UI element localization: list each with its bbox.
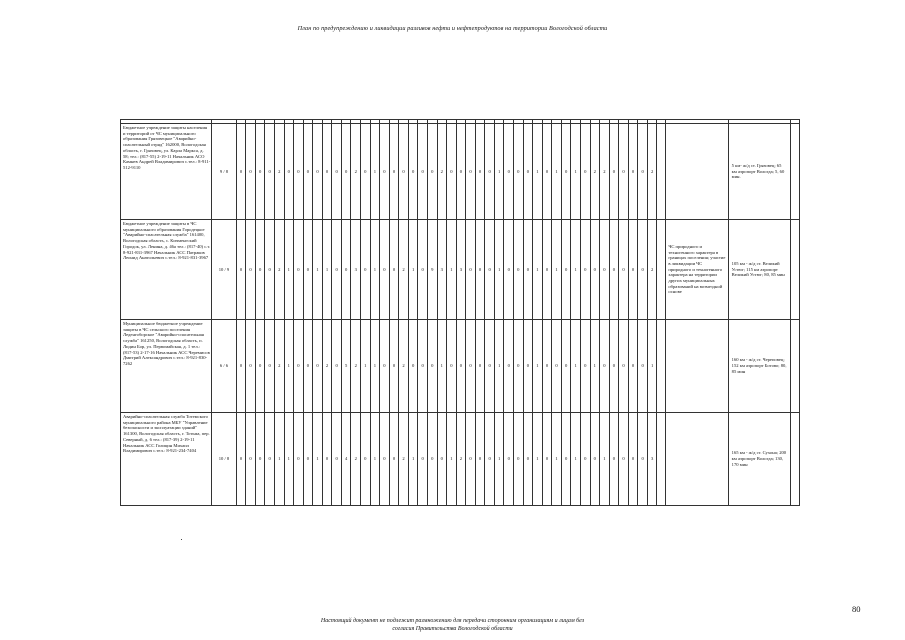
equipment-count-cell: 0 xyxy=(561,124,571,220)
equipment-count-cell: 0 xyxy=(456,124,466,220)
equipment-count-cell: 0 xyxy=(628,124,638,220)
staff-ratio-cell: 9 / 8 xyxy=(212,124,236,220)
equipment-count-cell: 2 xyxy=(456,413,466,506)
footer-line-1: Настоящий документ не подлежит размножению для передачи сторонним организациям и лицам без xyxy=(320,618,585,624)
equipment-count-cell: 0 xyxy=(332,320,342,413)
equipment-count-cell: 0 xyxy=(380,220,390,320)
equipment-count-cell: 0 xyxy=(638,124,648,220)
equipment-count-cell: 3 xyxy=(351,220,361,320)
equipment-count-cell: 2 xyxy=(399,320,409,413)
page-title: План по предупреждению и ликвидации разливов нефти и нефтепродуктов на территории Вологодской области xyxy=(297,25,608,32)
equipment-count-cell: 0 xyxy=(523,413,533,506)
equipment-count-cell: 0 xyxy=(619,320,629,413)
page-number: 80 xyxy=(852,604,861,614)
distance-cell: 165 км - ж/д ст. Сухона; 200 км аэропорт Вологда; 130, 170 мин xyxy=(728,413,790,506)
equipment-count-cell: 0 xyxy=(361,124,371,220)
equipment-count-cell: 1 xyxy=(494,124,504,220)
equipment-count-cell: 2 xyxy=(647,220,657,320)
equipment-count-cell: 0 xyxy=(294,320,304,413)
equipment-count-cell: 0 xyxy=(600,220,610,320)
equipment-count-cell: 0 xyxy=(561,413,571,506)
equipment-count-cell: 0 xyxy=(265,220,275,320)
equipment-count-cell: 0 xyxy=(628,320,638,413)
equipment-count-cell: 1 xyxy=(447,220,457,320)
footer-line-2: согласия Правительства Вологодской области xyxy=(392,626,513,632)
equipment-count-cell: 0 xyxy=(437,413,447,506)
equipment-count-cell: 0 xyxy=(265,320,275,413)
tasks-cell: ЧС природного и техногенного характера в границах поселения; участие в ликвидации ЧС природного и техногенного характера на территории других муниципальных образований на возмездной основе xyxy=(666,220,728,320)
tail-cell xyxy=(790,413,799,506)
equipment-count-cell: 1 xyxy=(408,220,418,320)
equipment-count-cell: 2 xyxy=(647,124,657,220)
equipment-count-cell: 0 xyxy=(447,124,457,220)
equipment-count-cell: 0 xyxy=(485,413,495,506)
equipment-count-cell: 0 xyxy=(580,124,590,220)
equipment-count-cell: 0 xyxy=(447,320,457,413)
equipment-count-cell: 0 xyxy=(380,320,390,413)
equipment-count-cell: 0 xyxy=(389,220,399,320)
equipment-count-cell: 1 xyxy=(494,413,504,506)
equipment-count-cell: 0 xyxy=(380,413,390,506)
equipment-count-cell: 0 xyxy=(561,220,571,320)
equipment-count-cell: 1 xyxy=(284,220,294,320)
equipment-count-cell: 0 xyxy=(236,124,246,220)
stray-dot xyxy=(181,539,182,540)
equipment-count-cell: 0 xyxy=(389,320,399,413)
equipment-count-cell: 0 xyxy=(418,220,428,320)
equipment-count-cell: 0 xyxy=(294,220,304,320)
distance-cell: 105 км - ж/д ст. Великий Устюг; 115 км аэропорт Великий Устюг; 80, 85 мин xyxy=(728,220,790,320)
equipment-count-cell: 0 xyxy=(303,320,313,413)
equipment-count-cell: 0 xyxy=(475,124,485,220)
equipment-count-cell: 1 xyxy=(494,320,504,413)
equipment-count-cell: 1 xyxy=(447,413,457,506)
equipment-count-cell: 1 xyxy=(313,220,323,320)
equipment-count-cell: 0 xyxy=(303,124,313,220)
equipment-count-cell: 0 xyxy=(255,320,265,413)
equipment-count-cell: 0 xyxy=(236,413,246,506)
equipment-count-cell: 0 xyxy=(523,220,533,320)
tasks-cell xyxy=(666,124,728,220)
spacer-cell xyxy=(657,220,666,320)
org-cell: Бюджетное учреждение защиты населения и территорий от ЧС муниципального образования Грязовецкое "Аварийно-спасательный отряд" 162000, Вологодская область, г. Грязовец, ул. Карла Маркса, д. 58; тел.: (817-55) 2-19-11 Начальник АСО Камнев Андрей Владимирович с.тел.: 8-911-512-9110 xyxy=(121,124,212,220)
equipment-count-cell: 1 xyxy=(322,220,332,320)
equipment-count-cell: 3 xyxy=(456,220,466,320)
equipment-count-cell: 0 xyxy=(313,320,323,413)
equipment-count-cell: 0 xyxy=(265,413,275,506)
equipment-count-cell: 2 xyxy=(274,124,284,220)
equipment-count-cell: 0 xyxy=(322,413,332,506)
equipment-count-cell: 0 xyxy=(456,320,466,413)
equipment-count-cell: 1 xyxy=(408,413,418,506)
equipment-count-cell: 0 xyxy=(590,413,600,506)
equipment-count-cell: 1 xyxy=(437,320,447,413)
spacer-cell xyxy=(657,124,666,220)
tasks-cell xyxy=(666,320,728,413)
equipment-count-cell: 1 xyxy=(313,413,323,506)
spacer-cell xyxy=(657,413,666,506)
equipment-count-cell: 0 xyxy=(514,320,524,413)
equipment-count-cell: 0 xyxy=(236,320,246,413)
equipment-count-cell: 2 xyxy=(600,124,610,220)
equipment-count-cell: 1 xyxy=(571,413,581,506)
equipment-count-cell: 0 xyxy=(380,124,390,220)
equipment-count-cell: 1 xyxy=(533,320,543,413)
equipment-count-cell: 1 xyxy=(284,320,294,413)
equipment-count-cell: 0 xyxy=(609,413,619,506)
equipment-count-cell: 0 xyxy=(475,413,485,506)
equipment-count-cell: 1 xyxy=(361,320,371,413)
equipment-count-cell: 0 xyxy=(294,124,304,220)
equipment-count-cell: 0 xyxy=(427,320,437,413)
equipment-count-cell: 0 xyxy=(255,413,265,506)
equipment-count-cell: 0 xyxy=(475,220,485,320)
equipment-count-cell: 0 xyxy=(514,220,524,320)
equipment-count-cell: 0 xyxy=(408,320,418,413)
equipment-count-cell: 0 xyxy=(466,413,476,506)
equipment-count-cell: 0 xyxy=(619,220,629,320)
equipment-count-cell: 2 xyxy=(351,320,361,413)
equipment-count-cell: 0 xyxy=(638,413,648,506)
table-row xyxy=(121,124,800,220)
staff-ratio-cell: 10 / 9 xyxy=(212,220,236,320)
distance-cell: 160 км - ж/д ст. Череповец; 152 км аэропорт Ботово; 80, 85 мин xyxy=(728,320,790,413)
equipment-count-cell: 1 xyxy=(552,220,562,320)
spacer-cell xyxy=(657,320,666,413)
equipment-count-cell: 0 xyxy=(638,220,648,320)
equipment-count-cell: 2 xyxy=(351,413,361,506)
equipment-count-cell: 3 xyxy=(647,413,657,506)
equipment-count-cell: 0 xyxy=(341,124,351,220)
equipment-count-cell: 0 xyxy=(504,413,514,506)
equipment-count-cell: 0 xyxy=(418,413,428,506)
equipment-count-cell: 5 xyxy=(341,320,351,413)
equipment-count-cell: 0 xyxy=(590,220,600,320)
org-cell: Бюджетное учреждение защиты в ЧС муниципального образования Городецкое "Аварийно-спасательная служба" 161400, Вологодская область, с. Кичменгский Городок, ул. Ленина, д. 46а тел.: (817-40) с.т. 8-921-831-3967 Начальник АСС Патраков Леонид Анатольевич с.тел.: 8-921-831-3967 xyxy=(121,220,212,320)
table-row xyxy=(121,413,800,506)
equipment-count-cell: 0 xyxy=(246,413,256,506)
tasks-cell xyxy=(666,413,728,506)
equipment-count-cell: 0 xyxy=(361,413,371,506)
equipment-count-cell: 0 xyxy=(561,320,571,413)
equipment-count-cell: 2 xyxy=(351,124,361,220)
staff-ratio-cell: 6 / 6 xyxy=(212,320,236,413)
equipment-count-cell: 0 xyxy=(418,124,428,220)
staff-ratio-cell: 10 / 8 xyxy=(212,413,236,506)
equipment-count-cell: 1 xyxy=(647,320,657,413)
equipment-count-cell: 1 xyxy=(533,124,543,220)
equipment-count-cell: 0 xyxy=(523,124,533,220)
equipment-count-cell: 1 xyxy=(552,413,562,506)
equipment-count-cell: 0 xyxy=(523,320,533,413)
equipment-count-cell: 1 xyxy=(284,413,294,506)
equipment-count-cell: 0 xyxy=(514,124,524,220)
equipment-count-cell: 0 xyxy=(466,320,476,413)
equipment-count-cell: 0 xyxy=(236,220,246,320)
equipment-count-cell: 0 xyxy=(504,320,514,413)
equipment-count-cell: 0 xyxy=(284,124,294,220)
equipment-count-cell: 2 xyxy=(399,413,409,506)
equipment-count-cell: 0 xyxy=(399,124,409,220)
equipment-count-cell: 0 xyxy=(552,320,562,413)
equipment-count-cell: 0 xyxy=(246,220,256,320)
equipment-count-cell: 0 xyxy=(619,124,629,220)
equipment-count-cell: 0 xyxy=(303,413,313,506)
equipment-count-cell: 0 xyxy=(341,220,351,320)
equipment-count-cell: 0 xyxy=(265,124,275,220)
distance-cell: 5 км- ж/д ст. Грязовец; 65 км аэропорт Вологда; 5, 60 мин. xyxy=(728,124,790,220)
equipment-count-cell: 0 xyxy=(475,320,485,413)
equipment-count-cell: 0 xyxy=(638,320,648,413)
equipment-count-cell: 0 xyxy=(580,413,590,506)
footer-notice xyxy=(0,617,905,633)
equipment-count-cell: 0 xyxy=(332,413,342,506)
equipment-count-cell: 0 xyxy=(408,124,418,220)
equipment-count-cell: 0 xyxy=(313,124,323,220)
equipment-count-cell: 0 xyxy=(628,413,638,506)
equipment-count-cell: 1 xyxy=(533,413,543,506)
equipment-count-cell: 9 xyxy=(427,220,437,320)
equipment-count-cell: 1 xyxy=(370,413,380,506)
equipment-count-cell: 0 xyxy=(322,124,332,220)
equipment-count-cell: 1 xyxy=(600,413,610,506)
equipment-count-cell: 2 xyxy=(437,124,447,220)
equipment-count-cell: 0 xyxy=(246,320,256,413)
equipment-count-cell: 1 xyxy=(571,220,581,320)
equipment-count-cell: 4 xyxy=(341,413,351,506)
equipment-count-cell: 1 xyxy=(370,124,380,220)
equipment-count-cell: 0 xyxy=(580,220,590,320)
equipment-count-cell: 1 xyxy=(590,320,600,413)
equipment-count-cell: 1 xyxy=(274,413,284,506)
equipment-count-cell: 0 xyxy=(619,413,629,506)
equipment-count-cell: 0 xyxy=(466,124,476,220)
equipment-count-cell: 1 xyxy=(533,220,543,320)
org-cell: Муниципальное бюджетное учреждение защиты в ЧС сельского поселения Леденгоборское "Аварийно-спасательная служба" 161250, Вологодская область, п. Лидин Бор, ул. Первомайская, д. 1 тел.: (817-53) 2-17-16 Начальник АСС Черемисов Дмитрий Александрович с.тел.: 8-921-830-7262 xyxy=(121,320,212,413)
equipment-count-cell: 0 xyxy=(600,320,610,413)
equipment-count-cell: 0 xyxy=(303,220,313,320)
equipment-count-cell: 0 xyxy=(389,124,399,220)
equipment-count-cell: 1 xyxy=(552,124,562,220)
equipment-count-cell: 0 xyxy=(542,220,552,320)
equipment-count-cell: 0 xyxy=(466,220,476,320)
equipment-count-cell: 3 xyxy=(437,220,447,320)
equipment-count-cell: 0 xyxy=(389,413,399,506)
equipment-count-cell: 0 xyxy=(361,220,371,320)
equipment-count-cell: 0 xyxy=(485,320,495,413)
equipment-count-cell: 1 xyxy=(494,220,504,320)
table-row xyxy=(121,220,800,320)
equipment-count-cell: 0 xyxy=(609,124,619,220)
equipment-count-cell: 2 xyxy=(274,220,284,320)
equipment-count-cell: 1 xyxy=(370,320,380,413)
table-row xyxy=(121,320,800,413)
equipment-count-cell: 0 xyxy=(255,220,265,320)
equipment-count-cell: 0 xyxy=(504,220,514,320)
org-cell: Аварийно-спасательная служба Тотемского муниципального района МБУ "Управление безопасности и эксплуатации зданий" 161300, Вологодская область, г. Тотьма, пер. Северный, д. 6 тел.: (817-39) 2-19-11 Начальник АСС Голицин Михаил Владимирович с.тел.: 8-921-234-7404 xyxy=(121,413,212,506)
equipment-count-cell: 1 xyxy=(571,124,581,220)
tail-cell xyxy=(790,220,799,320)
equipment-count-cell: 0 xyxy=(504,124,514,220)
equipment-count-cell: 0 xyxy=(609,320,619,413)
equipment-count-cell: 0 xyxy=(332,124,342,220)
equipment-count-cell: 0 xyxy=(542,320,552,413)
equipment-count-cell: 0 xyxy=(418,320,428,413)
equipment-count-cell: 0 xyxy=(485,220,495,320)
equipment-count-cell: 0 xyxy=(609,220,619,320)
equipment-count-cell: 0 xyxy=(485,124,495,220)
equipment-count-cell: 0 xyxy=(255,124,265,220)
tail-cell xyxy=(790,320,799,413)
equipment-count-cell: 2 xyxy=(322,320,332,413)
units-table xyxy=(120,119,800,506)
tail-cell xyxy=(790,124,799,220)
equipment-count-cell: 0 xyxy=(427,413,437,506)
equipment-count-cell: 0 xyxy=(628,220,638,320)
equipment-count-cell: 2 xyxy=(399,220,409,320)
equipment-count-cell: 1 xyxy=(571,320,581,413)
equipment-count-cell: 0 xyxy=(580,320,590,413)
equipment-count-cell: 1 xyxy=(370,220,380,320)
equipment-count-cell: 0 xyxy=(332,220,342,320)
equipment-count-cell: 0 xyxy=(514,413,524,506)
equipment-count-cell: 2 xyxy=(590,124,600,220)
equipment-count-cell: 0 xyxy=(542,413,552,506)
equipment-count-cell: 0 xyxy=(427,124,437,220)
equipment-count-cell: 0 xyxy=(542,124,552,220)
equipment-count-cell: 0 xyxy=(246,124,256,220)
equipment-count-cell: 2 xyxy=(274,320,284,413)
equipment-count-cell: 0 xyxy=(294,413,304,506)
